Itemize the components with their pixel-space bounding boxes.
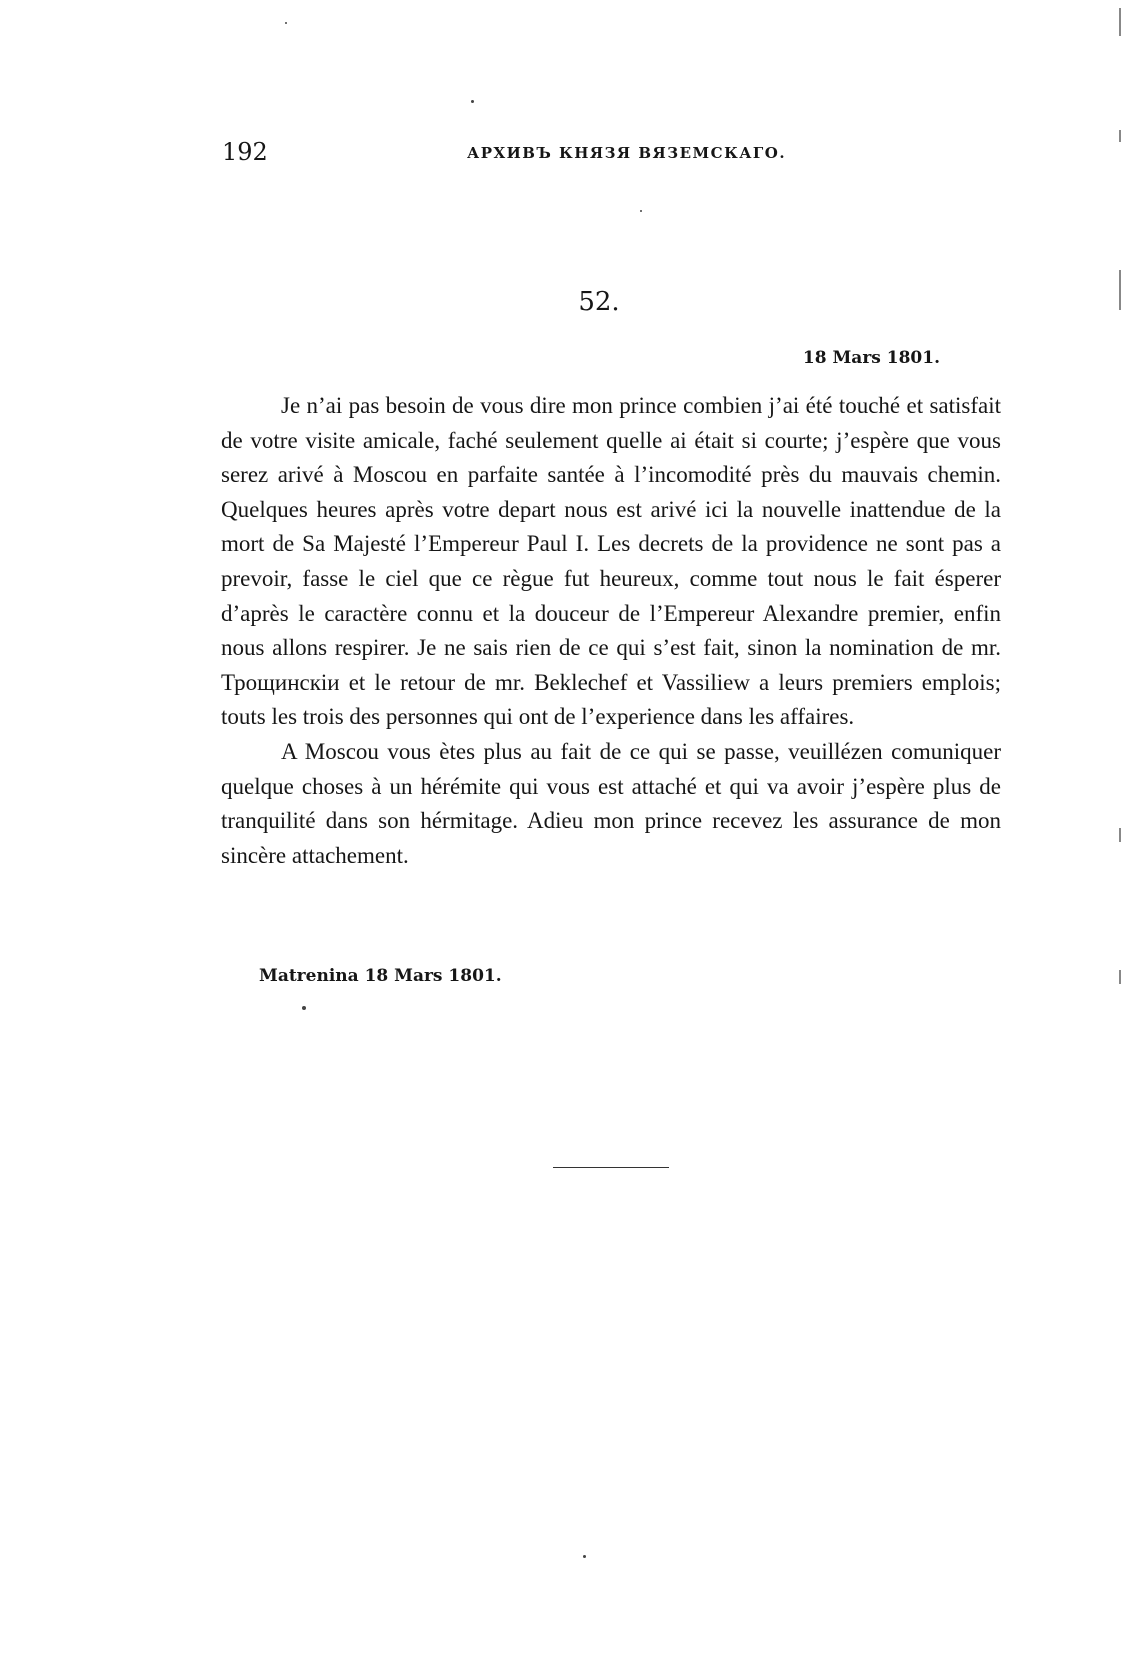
scan-edge-mark [1119, 8, 1121, 36]
page-number: 192 [222, 138, 268, 166]
closing-rule-divider [553, 1167, 669, 1168]
letter-date: 18 Mars 1801. [802, 348, 940, 368]
letter-number: 52. [578, 287, 620, 317]
scan-speck [285, 22, 287, 24]
paragraph-2: A Moscou vous ètes plus au fait de ce qui se passe, veuillézen comuniquer quelque choses à un hérémite qui vous est attaché et qui va avoir j’espère plus de tranquilité dans son hérmitage. Adieu mon prince recevez les assurance de mon sincère attachement. [221, 738, 1001, 868]
letter-body [221, 389, 1001, 873]
scan-speck [583, 1555, 586, 1558]
scan-edge-mark [1119, 828, 1121, 842]
scan-speck [302, 1006, 306, 1010]
scan-edge-mark [1119, 970, 1121, 984]
scan-edge-mark [1119, 270, 1121, 310]
running-title: АРХИВЪ КНЯЗЯ ВЯЗЕМСКАГО. [467, 144, 787, 162]
scan-speck [640, 210, 642, 212]
scan-speck [471, 100, 474, 103]
place-and-date-signature: Matrenina 18 Mars 1801. [259, 966, 502, 986]
paragraph-1: Je n’ai pas besoin de vous dire mon prince combien j’ai été touché et satisfait de votre visite amicale, faché seulement quelle ai était si courte; j’espère que vous serez arivé à Moscou en parfaite santée à l’incomodité près du mauvais chemin. Quelques heures après votre depart nous est arivé ici la nouvelle inattendue de la mort de Sa Majesté l’Empereur Paul I. Les decrets de la providence ne sont pas a prevoir, fasse le ciel que ce règue fut heureux, comme tout nous le fait ésperer d’après le caractère connu et la douceur de l’Empereur Alexandre premier, enfin nous allons respirer. Je ne sais rien de ce qui s’est fait, sinon la nomination de mr. Трощинскiи et le retour de mr. Beklechef et Vassiliew a leurs premiers emplois; touts les trois des personnes qui ont de l’experience dans les affaires. [221, 393, 1001, 730]
scan-edge-mark [1119, 130, 1121, 142]
